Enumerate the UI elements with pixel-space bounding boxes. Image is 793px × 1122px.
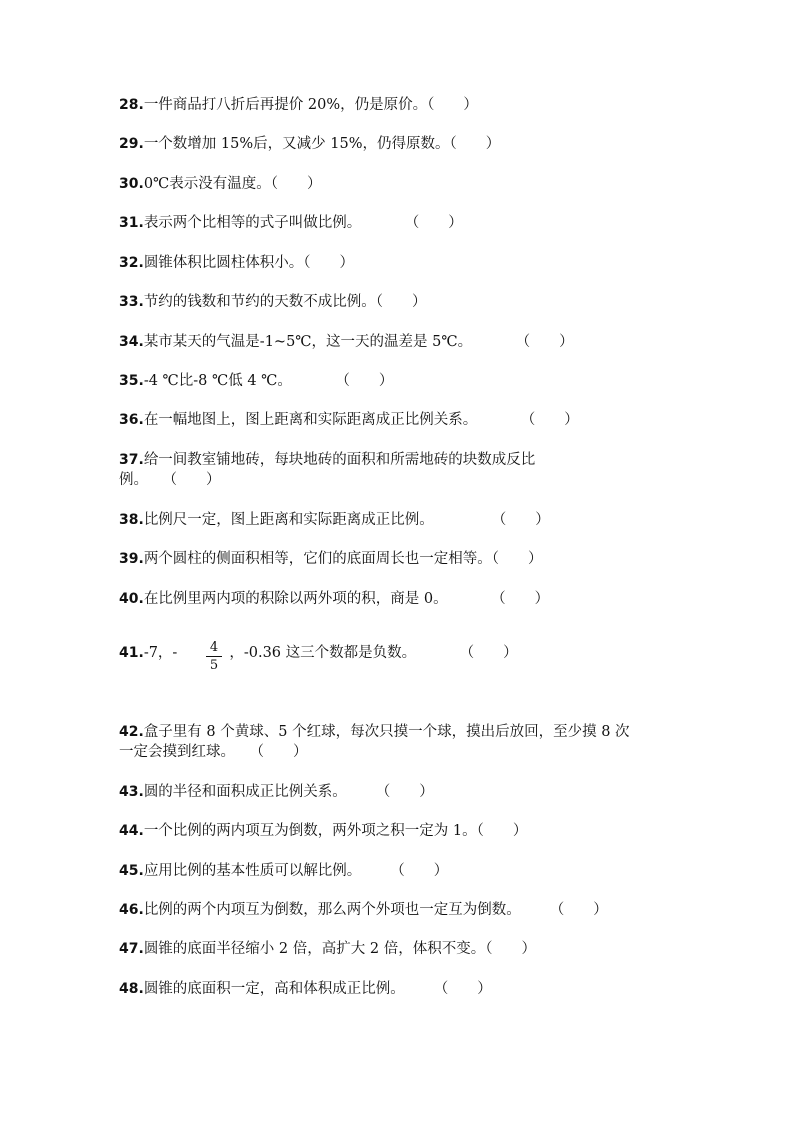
question-number: 39. — [119, 551, 144, 567]
question-number: 38. — [119, 512, 144, 528]
question-46 — [119, 900, 608, 920]
question-text-continued: 例。 （ ） — [119, 472, 221, 488]
question-number: 31. — [119, 215, 144, 231]
question-number: 37. — [119, 452, 144, 468]
question-text: 节约的钱数和节约的天数不成比例。（ ） — [143, 294, 427, 310]
question-number: 36. — [119, 412, 144, 428]
question-number: 29. — [119, 136, 144, 152]
question-text: -4 ℃比-8 ℃低 4 ℃。 （ ） — [143, 373, 394, 389]
question-44 — [119, 821, 527, 841]
question-text-part-a: -7，- — [143, 645, 178, 661]
fraction-four-fifths — [206, 640, 222, 673]
question-number: 45. — [119, 863, 144, 879]
question-number: 42. — [119, 724, 144, 740]
fraction-denominator: 5 — [209, 658, 219, 673]
question-30 — [119, 174, 322, 194]
question-number: 35. — [119, 373, 144, 389]
question-33 — [119, 292, 427, 312]
question-28 — [119, 95, 478, 115]
question-number: 43. — [119, 784, 144, 800]
question-31 — [119, 213, 463, 233]
question-37 — [119, 450, 535, 490]
question-text: 圆的半径和面积成正比例关系。 （ ） — [143, 784, 434, 800]
question-text: 某市某天的气温是-1~5℃，这一天的温差是 5℃。 （ ） — [143, 334, 574, 350]
question-43 — [119, 782, 434, 802]
question-text: 盒子里有 8 个黄球、5 个红球，每次只摸一个球，摸出后放回，至少摸 8 次 — [143, 724, 630, 740]
question-38 — [119, 510, 550, 530]
question-number: 48. — [119, 981, 144, 997]
question-number: 32. — [119, 255, 144, 271]
question-number: 41. — [119, 645, 144, 661]
question-number: 30. — [119, 176, 144, 192]
question-48 — [119, 979, 492, 999]
question-36 — [119, 410, 579, 430]
question-text-continued: 一定会摸到红球。 （ ） — [119, 744, 308, 760]
fraction-bar — [206, 656, 222, 657]
question-text: 表示两个比相等的式子叫做比例。 （ ） — [143, 215, 463, 231]
question-39 — [119, 549, 543, 569]
question-35 — [119, 371, 393, 391]
question-40 — [119, 589, 549, 609]
question-number: 28. — [119, 97, 144, 113]
question-text: 圆锥体积比圆柱体积小。（ ） — [143, 255, 355, 271]
question-text: 一件商品打八折后再提价 20%，仍是原价。（ ） — [143, 97, 478, 113]
question-32 — [119, 253, 354, 273]
question-text: 两个圆柱的侧面积相等，它们的底面周长也一定相等。（ ） — [143, 551, 543, 567]
question-text: 比例尺一定，图上距离和实际距离成正比例。 （ ） — [143, 512, 550, 528]
question-number: 33. — [119, 294, 144, 310]
question-number: 44. — [119, 823, 144, 839]
question-number: 46. — [119, 902, 144, 918]
question-text: 给一间教室铺地砖，每块地砖的面积和所需地砖的块数成反比 — [143, 452, 536, 468]
question-text: 一个比例的两内项互为倒数，两外项之积一定为 1。（ ） — [143, 823, 528, 839]
question-number: 34. — [119, 334, 144, 350]
question-text: 在一幅地图上，图上距离和实际距离成正比例关系。 （ ） — [143, 412, 579, 428]
question-text: 一个数增加 15%后，又减少 15%，仍得原数。（ ） — [143, 136, 501, 152]
question-text: 圆锥的底面积一定，高和体积成正比例。 （ ） — [143, 981, 492, 997]
question-47 — [119, 939, 536, 959]
question-text: 在比例里两内项的积除以两外项的积，商是 0。 （ ） — [143, 591, 550, 607]
question-text: 0℃表示没有温度。（ ） — [143, 176, 322, 192]
question-text: 圆锥的底面半径缩小 2 倍，高扩大 2 倍，体积不变。（ ） — [143, 941, 536, 957]
question-45 — [119, 861, 448, 881]
question-41 — [119, 643, 518, 663]
fraction-numerator: 4 — [209, 640, 219, 655]
question-text: 应用比例的基本性质可以解比例。 （ ） — [143, 863, 449, 879]
question-number: 40. — [119, 591, 144, 607]
question-42 — [119, 722, 630, 762]
question-number: 47. — [119, 941, 144, 957]
question-text: 比例的两个内项互为倒数，那么两个外项也一定互为倒数。 （ ） — [143, 902, 608, 918]
question-text-part-b: ，-0.36 这三个数都是负数。 （ ） — [229, 645, 518, 661]
question-29 — [119, 134, 500, 154]
question-34 — [119, 332, 574, 352]
